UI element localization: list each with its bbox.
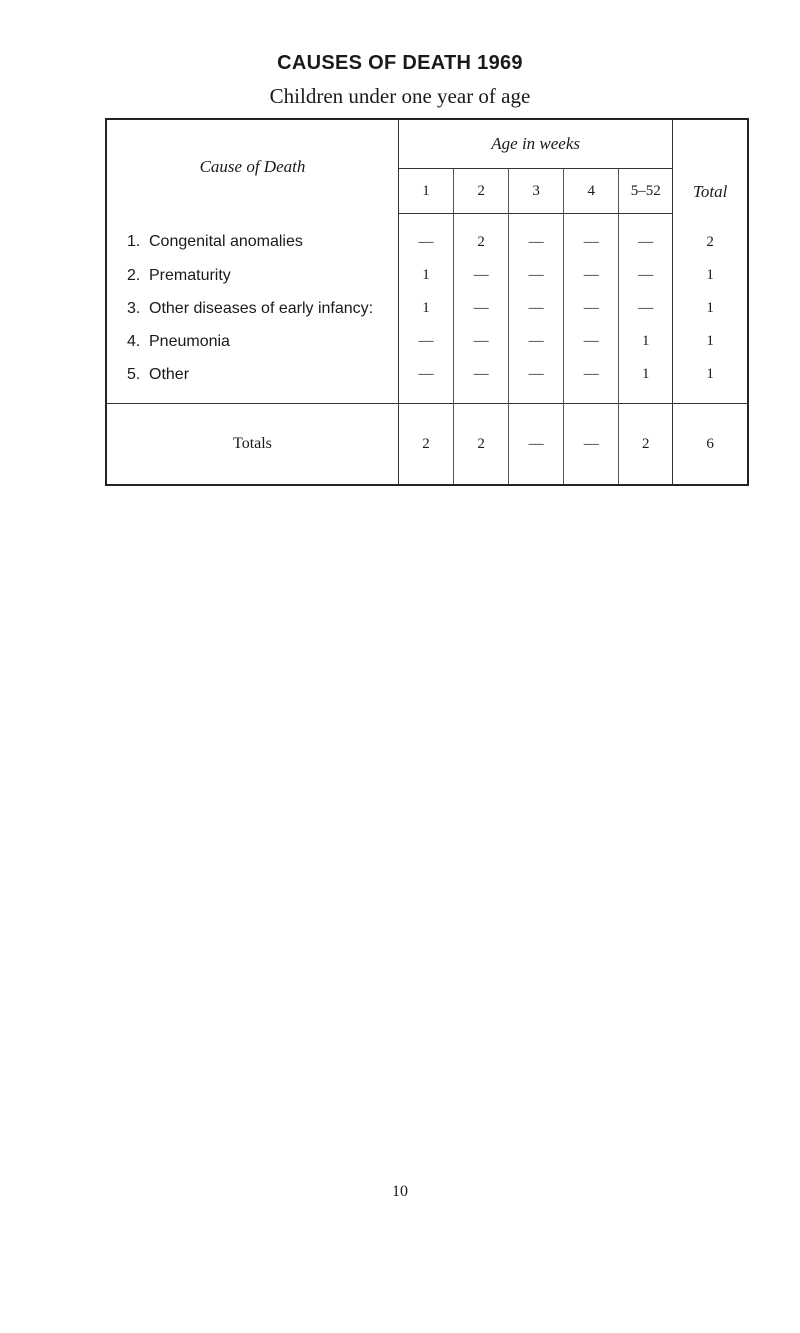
cell-week-3: — xyxy=(509,259,564,292)
age-col-1-header: 1 xyxy=(398,169,453,214)
row-number: 3. xyxy=(127,299,141,317)
total-week-5-52: 2 xyxy=(619,404,673,486)
cell-week-4: — xyxy=(564,214,619,260)
cell-total: 1 xyxy=(673,325,748,358)
cell-week-3: — xyxy=(509,214,564,260)
cell-week-5-52: 1 xyxy=(619,358,673,404)
grand-total: 6 xyxy=(673,404,748,486)
row-number: 1. xyxy=(127,233,141,251)
cell-week-1: — xyxy=(418,333,434,349)
cause-label: Prematurity xyxy=(149,266,231,284)
page-subtitle: Children under one year of age xyxy=(269,84,531,108)
age-col-3-header: 3 xyxy=(509,169,564,214)
cell-week-4: — xyxy=(564,325,619,358)
cell-total: 1 xyxy=(673,292,748,325)
cell-week-2: — xyxy=(454,259,509,292)
age-col-4-header: 4 xyxy=(564,169,619,214)
cell-total: 1 xyxy=(673,358,748,404)
total-week-1: 2 xyxy=(398,404,453,486)
row-number: 4. xyxy=(127,332,141,350)
table-row xyxy=(106,358,748,404)
cause-label: Pneumonia xyxy=(149,332,230,350)
cell-total: 1 xyxy=(673,259,748,292)
totals-label: Totals xyxy=(106,404,398,486)
causes-of-death-table xyxy=(105,118,749,486)
cell-week-1: 1 xyxy=(422,267,430,283)
cell-week-1: 1 xyxy=(422,300,430,316)
cell-week-2: — xyxy=(454,358,509,404)
cause-label: Congenital anomalies xyxy=(149,233,303,251)
cell-week-5-52: — xyxy=(619,292,673,325)
cell-week-4: — xyxy=(564,358,619,404)
cell-week-4: — xyxy=(564,292,619,325)
cell-week-2: — xyxy=(454,292,509,325)
cell-week-4: — xyxy=(564,259,619,292)
age-in-weeks-header: Age in weeks xyxy=(398,119,672,169)
cell-week-3: — xyxy=(509,292,564,325)
cell-week-1: — xyxy=(418,366,434,382)
total-week-2: 2 xyxy=(454,404,509,486)
cell-week-5-52: — xyxy=(619,214,673,260)
cause-of-death-header: Cause of Death xyxy=(106,119,398,214)
cell-week-5-52: 1 xyxy=(619,325,673,358)
cause-label: Other diseases of early infancy: xyxy=(149,299,374,317)
cell-week-2: — xyxy=(454,325,509,358)
table-row xyxy=(106,259,748,292)
age-col-5-52-header: 5–52 xyxy=(619,169,673,214)
cell-week-2: 2 xyxy=(454,214,509,260)
cell-week-1: — xyxy=(418,234,434,250)
table-row xyxy=(106,325,748,358)
total-week-4: — xyxy=(564,404,619,486)
row-number: 2. xyxy=(127,266,141,284)
cell-week-5-52: — xyxy=(619,259,673,292)
cell-week-3: — xyxy=(509,325,564,358)
cell-week-3: — xyxy=(509,358,564,404)
table-row xyxy=(106,214,748,260)
totals-row xyxy=(106,404,748,486)
table-row xyxy=(106,292,748,325)
total-week-3: — xyxy=(509,404,564,486)
page-title: CAUSES OF DEATH 1969 xyxy=(277,52,523,74)
age-col-2-header: 2 xyxy=(454,169,509,214)
page-number: 10 xyxy=(392,1183,408,1200)
row-number: 5. xyxy=(127,365,141,383)
total-header: Total xyxy=(673,119,748,214)
cause-label: Other xyxy=(149,365,190,383)
cell-total: 2 xyxy=(673,214,748,260)
